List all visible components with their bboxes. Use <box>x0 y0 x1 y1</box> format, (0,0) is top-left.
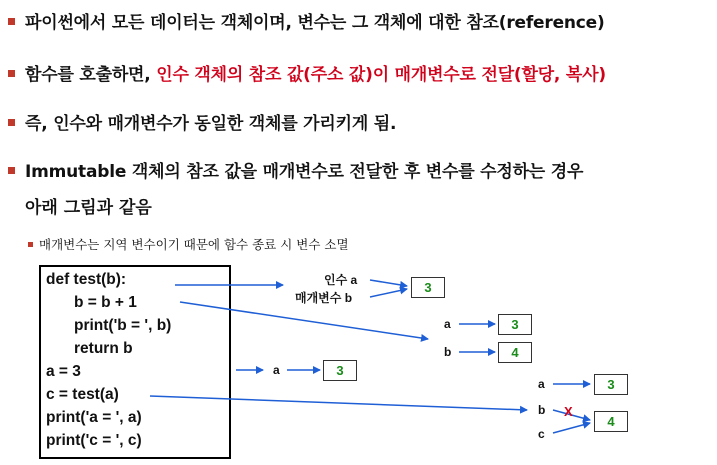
code-line: b = b + 1 <box>74 294 137 311</box>
bullet-4-text: Immutable 객체의 참조 값을 매개변수로 전달한 후 변수를 수정하는 경우 <box>25 162 584 182</box>
label-a: a <box>538 377 545 391</box>
label-param-b: 매개변수 b <box>295 291 353 305</box>
label-arg-a: 인수 a <box>324 273 358 287</box>
value-box: 3 <box>594 374 628 395</box>
code-line: print('c = ', c) <box>46 432 142 449</box>
sub-bullet-text: 매개변수는 지역 변수이기 때문에 함수 종료 시 변수 소멸 <box>39 237 349 252</box>
label-b: b <box>538 403 546 417</box>
label-a: a <box>273 363 280 377</box>
bullet-2-text: 함수를 호출하면, <box>25 65 157 85</box>
value-box: 3 <box>498 314 532 335</box>
code-line: a = 3 <box>46 363 81 380</box>
code-line: return b <box>74 340 133 357</box>
label-a: a <box>444 317 451 331</box>
code-line: def test(b): <box>46 271 127 288</box>
arrow-arg-a <box>370 280 407 286</box>
cross-mark: X <box>564 404 573 419</box>
code-line: print('b = ', b) <box>74 317 172 334</box>
label-b: b <box>444 345 452 359</box>
arrow-ctest-to-stage4 <box>150 396 527 410</box>
bullet-3-text: 즉, 인수와 매개변수가 동일한 객체를 가리키게 됨. <box>25 114 397 134</box>
value-box: 3 <box>323 360 357 381</box>
arrow-assign-to-stage2 <box>180 302 428 339</box>
code-line: c = test(a) <box>46 386 119 403</box>
value-box: 4 <box>498 342 532 363</box>
label-c: c <box>538 427 545 441</box>
bullet-1-text: 파이썬에서 모든 데이터는 객체이며, 변수는 그 객체에 대한 참조(reference) <box>25 13 605 33</box>
bullet-2-highlight: 인수 객체의 참조 값(주소 값)이 매개변수로 전달(할당, 복사) <box>156 65 606 85</box>
value-box: 4 <box>594 411 628 432</box>
value-box: 3 <box>411 277 445 298</box>
arrow-stage4-c <box>553 423 590 433</box>
code-line: print('a = ', a) <box>46 409 142 426</box>
bullet-4-continuation: 아래 그림과 같음 <box>25 198 152 218</box>
arrow-param-b <box>370 289 407 297</box>
